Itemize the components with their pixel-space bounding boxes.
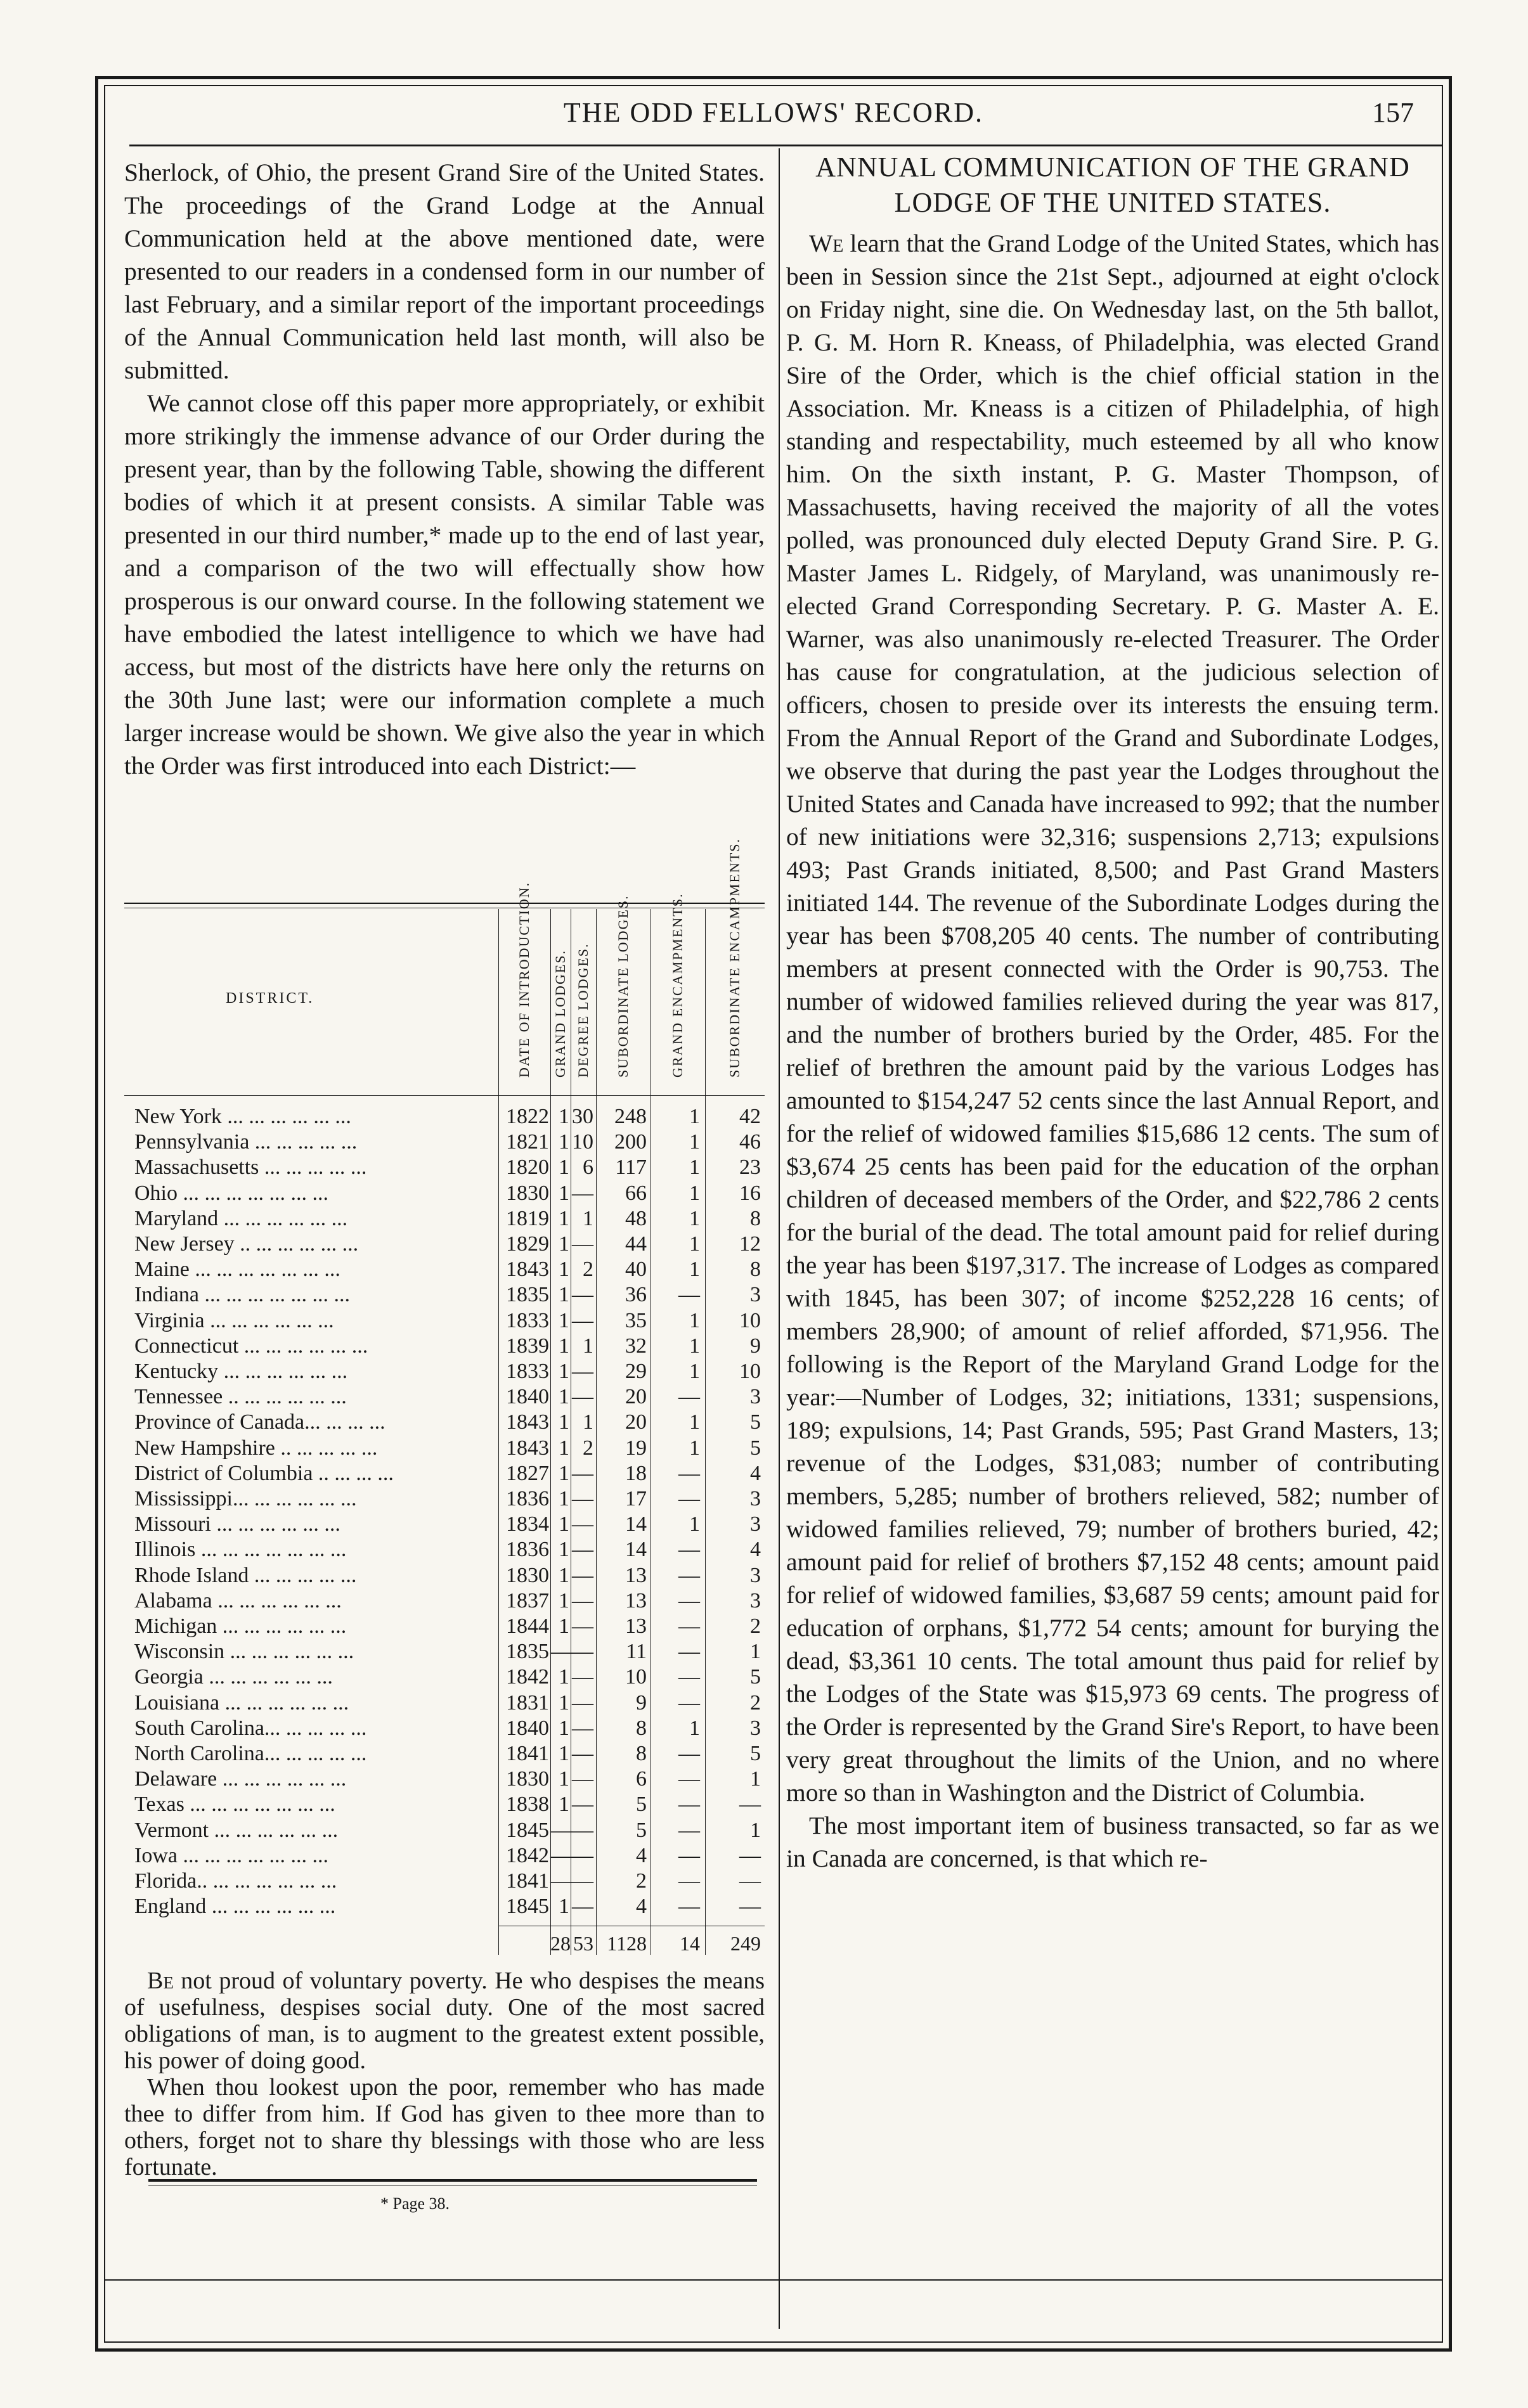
cell-grand-encampments: 1 <box>689 1334 700 1358</box>
cell-grand-encampments: 1 <box>689 1436 700 1460</box>
table-row <box>124 1639 765 1664</box>
cell-degree-lodges: — <box>572 1385 593 1409</box>
cell-degree-lodges: 6 <box>583 1156 593 1180</box>
cell-grand-lodges: 1 <box>559 1690 569 1715</box>
cell-subordinate-lodges: 19 <box>625 1436 647 1460</box>
cell-district: South Carolina... ... ... ... ... <box>134 1716 367 1740</box>
cell-grand-lodges: 1 <box>559 1105 569 1128</box>
cell-subordinate-lodges: 200 <box>614 1130 647 1154</box>
table-top-rule <box>124 903 765 904</box>
maxim-paragraph-2: When thou lookest upon the poor, remember who has made thee to differ from him. If God has given to thee more than to others, forget not to share thy blessings with those who are less fortunate. <box>124 2074 765 2180</box>
cell-grand-encampments: — <box>678 1487 700 1510</box>
table-row <box>124 1792 765 1817</box>
left-paragraph-1: Sherlock, of Ohio, the present Grand Sire of the United States. The proceedings of the Grand Lodge at the Annual Communication held at the above mentioned date, were presented to our readers in a condensed form in our number of last February, and a similar report of the important proceedings of the Annual Communication held last month, will also be submitted. <box>124 158 765 384</box>
cell-degree-lodges: — <box>572 1742 593 1765</box>
cell-subordinate-encampments: 12 <box>739 1232 761 1256</box>
table-row <box>124 1384 765 1409</box>
left-paragraph-2: We cannot close off this paper more appropriately, or exhibit more strikingly the immense advance of our Order during the present year, than by the following Table, showing the different bodies of which it at present consists. A similar Table was presented in our third number,* made up to the end of last year, and a comparison of the two will effectually show how prosperous is our onward course. In the following statement we have embodied the latest intelligence to which we have had access, but most of the districts have here only the returns on the 30th June last; were our information complete a much larger increase would be shown. We give also the year in which the Order was first introduced into each District:— <box>124 389 765 780</box>
table-row <box>124 1716 765 1741</box>
cell-grand-lodges: 1 <box>559 1742 569 1765</box>
cell-subordinate-lodges: 20 <box>625 1385 647 1409</box>
page-bottom-rule <box>104 2279 1443 2281</box>
cell-date: 1827 <box>506 1461 549 1485</box>
cell-grand-lodges: 1 <box>559 1767 569 1791</box>
cell-degree-lodges: — <box>572 1588 593 1613</box>
cell-degree-lodges: — <box>572 1181 593 1205</box>
cell-district: Ohio ... ... ... ... ... ... ... <box>134 1181 328 1205</box>
total-subordinate-lodges: 1128 <box>607 1932 647 1955</box>
cell-district: Alabama ... ... ... ... ... ... <box>134 1588 342 1613</box>
cell-date: 1830 <box>506 1181 549 1205</box>
cell-grand-encampments: — <box>678 1538 700 1562</box>
cell-date: 1845 <box>506 1895 549 1919</box>
cell-subordinate-lodges: 20 <box>625 1410 647 1434</box>
cell-degree-lodges: — <box>572 1232 593 1256</box>
cell-date: 1838 <box>506 1793 549 1817</box>
cell-subordinate-lodges: 44 <box>625 1232 647 1256</box>
article-heading <box>786 150 1439 221</box>
districts-table <box>124 837 765 1959</box>
cell-date: 1837 <box>506 1588 549 1613</box>
cell-subordinate-encampments: — <box>739 1843 761 1867</box>
table-row <box>124 1334 765 1358</box>
cell-subordinate-encampments: 3 <box>750 1512 761 1536</box>
cell-date: 1841 <box>506 1869 549 1893</box>
table-row <box>124 1104 765 1129</box>
cell-grand-encampments: 1 <box>689 1130 700 1154</box>
district-column-header: DISTRICT. <box>226 990 314 1007</box>
cell-subordinate-lodges: 40 <box>625 1258 647 1282</box>
cell-grand-encampments: — <box>678 1665 700 1689</box>
cell-subordinate-encampments: 3 <box>750 1563 761 1587</box>
cell-degree-lodges: — <box>572 1793 593 1817</box>
cell-date: 1834 <box>506 1512 549 1536</box>
table-row <box>124 1206 765 1231</box>
cell-district: Delaware ... ... ... ... ... ... <box>134 1767 347 1791</box>
cell-subordinate-lodges: 9 <box>636 1690 647 1715</box>
cell-degree-lodges: — <box>572 1690 593 1715</box>
header-subordinate-encampments: SUBORDINATE ENCAMPMENTS. <box>727 837 742 1078</box>
cell-grand-lodges: — <box>550 1818 572 1842</box>
table-row <box>124 1257 765 1282</box>
cell-subordinate-encampments: 1 <box>750 1767 761 1791</box>
cell-subordinate-lodges: 14 <box>625 1512 647 1536</box>
cell-grand-lodges: 1 <box>559 1181 569 1205</box>
cell-grand-lodges: 1 <box>559 1410 569 1434</box>
table-row <box>124 1181 765 1206</box>
cell-grand-encampments: — <box>678 1843 700 1867</box>
table-row <box>124 1486 765 1511</box>
cell-grand-encampments: 1 <box>689 1206 700 1230</box>
cell-grand-lodges: 1 <box>559 1232 569 1256</box>
cell-grand-encampments: — <box>678 1818 700 1842</box>
cell-subordinate-lodges: 66 <box>625 1181 647 1205</box>
right-column <box>786 150 1439 1875</box>
table-row <box>124 1436 765 1460</box>
table-row <box>124 1690 765 1715</box>
cell-grand-encampments: 1 <box>689 1258 700 1282</box>
cell-date: 1844 <box>506 1614 549 1638</box>
cell-degree-lodges: — <box>572 1360 593 1383</box>
cell-subordinate-lodges: 4 <box>636 1895 647 1919</box>
cell-subordinate-encampments: 3 <box>750 1588 761 1613</box>
cell-grand-encampments: — <box>678 1793 700 1817</box>
cell-subordinate-lodges: 17 <box>625 1487 647 1510</box>
cell-date: 1842 <box>506 1665 549 1689</box>
cell-district: Tennessee .. ... ... ... ... ... <box>134 1385 347 1409</box>
cell-district: Iowa ... ... ... ... ... ... ... <box>134 1843 328 1867</box>
cell-degree-lodges: 2 <box>583 1258 593 1282</box>
cell-subordinate-lodges: 6 <box>636 1767 647 1791</box>
cell-grand-lodges: 1 <box>559 1283 569 1307</box>
cell-grand-lodges: 1 <box>559 1716 569 1740</box>
cell-grand-encampments: — <box>678 1461 700 1485</box>
cell-degree-lodges: — <box>572 1308 593 1332</box>
cell-district: Vermont ... ... ... ... ... ... <box>134 1818 339 1842</box>
maxims-block <box>124 1967 765 2180</box>
cell-district: North Carolina... ... ... ... ... <box>134 1742 367 1765</box>
header-grand-lodges: GRAND LODGES. <box>552 950 568 1078</box>
right-paragraph-2: The most important item of business transacted, so far as we in Canada are concerned, is that which re- <box>786 1812 1439 1872</box>
cell-subordinate-encampments: 8 <box>750 1258 761 1282</box>
cell-district: New York ... ... ... ... ... ... <box>134 1105 351 1128</box>
cell-grand-encampments: 1 <box>689 1105 700 1128</box>
cell-grand-lodges: 1 <box>559 1308 569 1332</box>
cell-subordinate-lodges: 35 <box>625 1308 647 1332</box>
cell-subordinate-encampments: — <box>739 1869 761 1893</box>
cell-degree-lodges: — <box>572 1818 593 1842</box>
cell-date: 1833 <box>506 1360 549 1383</box>
cell-subordinate-encampments: 2 <box>750 1690 761 1715</box>
cell-degree-lodges: — <box>572 1538 593 1562</box>
footnote: * Page 38. <box>380 2194 450 2213</box>
table-row <box>124 1410 765 1434</box>
cell-grand-encampments: — <box>678 1742 700 1765</box>
table-row <box>124 1537 765 1562</box>
table-row <box>124 1563 765 1588</box>
article-heading-line-1: ANNUAL COMMUNICATION OF THE GRAND <box>815 151 1410 183</box>
table-row <box>124 1869 765 1893</box>
cell-degree-lodges: — <box>572 1895 593 1919</box>
cell-subordinate-lodges: 8 <box>636 1716 647 1740</box>
cell-district: Province of Canada... ... ... ... <box>134 1410 385 1434</box>
cell-grand-encampments: — <box>678 1895 700 1919</box>
cell-degree-lodges: — <box>572 1665 593 1689</box>
table-row <box>124 1155 765 1180</box>
cell-date: 1822 <box>506 1105 549 1128</box>
cell-grand-lodges: — <box>550 1640 572 1664</box>
cell-grand-encampments: 1 <box>689 1716 700 1740</box>
cell-grand-lodges: 1 <box>559 1512 569 1536</box>
cell-district: Michigan ... ... ... ... ... ... <box>134 1614 347 1638</box>
cell-subordinate-encampments: 46 <box>739 1130 761 1154</box>
cell-grand-lodges: — <box>550 1869 572 1893</box>
cell-date: 1819 <box>506 1206 549 1230</box>
table-row <box>124 1282 765 1307</box>
cell-grand-lodges: 1 <box>559 1461 569 1485</box>
cell-subordinate-encampments: 9 <box>750 1334 761 1358</box>
cell-degree-lodges: — <box>572 1843 593 1867</box>
cell-subordinate-encampments: 5 <box>750 1410 761 1434</box>
cell-grand-encampments: 1 <box>689 1232 700 1256</box>
running-title: THE ODD FELLOWS' RECORD. <box>563 97 984 128</box>
cell-date: 1820 <box>506 1156 549 1180</box>
cell-district: New Hampshire .. ... ... ... ... <box>134 1436 378 1460</box>
cell-grand-lodges: 1 <box>559 1436 569 1460</box>
cell-date: 1840 <box>506 1385 549 1409</box>
cell-district: Rhode Island ... ... ... ... ... <box>134 1563 357 1587</box>
table-row <box>124 1767 765 1791</box>
cell-district: Missouri ... ... ... ... ... ... <box>134 1512 340 1536</box>
cell-date: 1840 <box>506 1716 549 1740</box>
cell-grand-lodges: 1 <box>559 1614 569 1638</box>
cell-subordinate-encampments: 5 <box>750 1742 761 1765</box>
cell-degree-lodges: 30 <box>572 1105 593 1128</box>
table-row <box>124 1232 765 1256</box>
cell-subordinate-lodges: 13 <box>625 1563 647 1587</box>
cell-date: 1830 <box>506 1563 549 1587</box>
cell-district: District of Columbia .. ... ... ... <box>134 1461 394 1485</box>
cell-degree-lodges: — <box>572 1487 593 1510</box>
cell-subordinate-encampments: 3 <box>750 1716 761 1740</box>
table-row <box>124 1512 765 1536</box>
total-grand-encampments: 14 <box>680 1932 700 1955</box>
cell-district: Mississippi... ... ... ... ... ... <box>134 1487 357 1510</box>
cell-degree-lodges: — <box>572 1563 593 1587</box>
right-paragraph-1-text: learn that the Grand Lodge of the United States, which has been in Session since the 21st Sept., adjourned at eight o'clock on Friday night, sine die. On Wednesday last, on the 5th ballot, P. G. M. Horn R. Kneass, of Philadelphia, was elected Grand Sire of the Order, which is the chief official station in the Association. Mr. Kneass is a citizen of Philadelphia, of high standing and respectability, much esteemed by all who know him. On the sixth instant, P. G. Master Thompson, of Massachusetts, having received the majority of all the votes polled, was pronounced duly elected Deputy Grand Sire. P. G. Master James L. Ridgely, of Maryland, was unanimously re-elected Grand Corresponding Secretary. P. G. Master A. E. Warner, was also unanimously re-elected Treasurer. The Order has cause for congratulation, at the judicious selection of officers, chosen to preside over its interests the ensuing term. From the Annual Report of the Grand and Subordinate Lodges, we observe that during the past year the Lodges throughout the United States and Canada have increased to 992; that the number of new initiations were 32,316; suspensions 2,713; expulsions 493; Past Grands initiated, 8,500; and Past Grand Masters initiated 144. The revenue of the Subordinate Lodges during the year has been $708,205 40 cents. The number of contributing members at present connected with the Order is 90,753. The number of widowed families relieved during the year was 817, and the number of brothers buried by the Order, 485. For the relief of brethren the amount paid by the various Lodges has amounted to $154,247 52 cents since the last Annual Report, and for the relief of widowed families $15,686 12 cents. The sum of $3,674 25 cents has been paid for the education of the orphan children of deceased members of the Order, and $22,786 2 cents for the burial of the dead. The total amount paid for relief during the year has been $197,317. The increase of Lodges as compared with 1845, has been 307; of income $252,228 16 cents; of members 28,900; of amount of relief afforded, $71,956. The following is the Report of the Maryland Grand Lodge for the year:—Number of Lodges, 32; initiations, 1331; suspensions, 189; expulsions, 14; Past Grands, 595; Past Grand Masters, 13; revenue of the Lodges, $31,083; number of contributing members, 5,285; number of brothers relieved, 582; number of widowed families relieved, 79; number of brothers buried, 42; amount paid for relief of brothers $7,152 48 cents; amount paid for relief of widowed families, $3,687 59 cents; amount paid for education of orphans, $1,772 54 cents; amount for burying the dead, $3,361 10 cents. The total amount thus paid for relief by the Lodges of the State was $15,973 69 cents. The progress of the Order is represented by the Grand Sire's Report, to have been very great throughout the limits of the Union, and no where more so than in Washington and the District of Columbia. <box>786 229 1439 1806</box>
maxim-text-1: not proud of voluntary poverty. He who despises the means of usefulness, despises social duty. One of the most sacred obligations of man, is to augment to the greatest extent possible, his power of doing good. <box>124 1967 765 2074</box>
header-degree-lodges: DEGREE LODGES. <box>575 943 591 1078</box>
header-date-of-introduction: DATE OF INTRODUCTION. <box>516 881 532 1078</box>
cell-subordinate-lodges: 8 <box>636 1742 647 1765</box>
cell-grand-lodges: 1 <box>559 1487 569 1510</box>
cell-grand-encampments: — <box>678 1640 700 1664</box>
cell-subordinate-encampments: 5 <box>750 1436 761 1460</box>
cell-grand-lodges: 1 <box>559 1156 569 1180</box>
maxim-paragraph-1 <box>124 1967 765 2074</box>
table-row <box>124 1614 765 1639</box>
total-degree-lodges: 53 <box>573 1932 593 1955</box>
cell-grand-encampments: 1 <box>689 1410 700 1434</box>
cell-date: 1833 <box>506 1308 549 1332</box>
column-divider <box>779 148 780 2329</box>
table-row <box>124 1741 765 1766</box>
cell-degree-lodges: — <box>572 1512 593 1536</box>
cell-degree-lodges: 10 <box>572 1130 593 1154</box>
cell-district: Maryland ... ... ... ... ... ... <box>134 1206 348 1230</box>
cell-district: New Jersey .. ... ... ... ... ... <box>134 1232 359 1256</box>
cell-subordinate-encampments: 10 <box>739 1308 761 1332</box>
cell-subordinate-encampments: — <box>739 1895 761 1919</box>
cell-date: 1836 <box>506 1487 549 1510</box>
table-row <box>124 1359 765 1384</box>
cell-subordinate-lodges: 32 <box>625 1334 647 1358</box>
cell-grand-lodges: 1 <box>559 1563 569 1587</box>
table-row <box>124 1894 765 1919</box>
cell-degree-lodges: 2 <box>583 1436 593 1460</box>
header-subordinate-lodges: SUBORDINATE LODGES. <box>615 894 631 1078</box>
cell-date: 1835 <box>506 1283 549 1307</box>
cell-district: Pennsylvania ... ... ... ... ... <box>134 1130 358 1154</box>
cell-date: 1821 <box>506 1130 549 1154</box>
table-row <box>124 1461 765 1486</box>
cell-subordinate-encampments: 42 <box>739 1105 761 1128</box>
cell-degree-lodges: 1 <box>583 1206 593 1230</box>
cell-degree-lodges: — <box>572 1283 593 1307</box>
cell-district: Wisconsin ... ... ... ... ... ... <box>134 1640 354 1664</box>
table-row <box>124 1308 765 1333</box>
cell-date: 1830 <box>506 1767 549 1791</box>
cell-district: Maine ... ... ... ... ... ... ... <box>134 1258 340 1282</box>
cell-grand-lodges: 1 <box>559 1360 569 1383</box>
cell-district: Georgia ... ... ... ... ... ... <box>134 1665 333 1689</box>
left-column <box>124 156 765 782</box>
cell-grand-encampments: — <box>678 1283 700 1307</box>
cell-district: Louisiana ... ... ... ... ... ... <box>134 1690 349 1715</box>
cell-subordinate-lodges: 11 <box>626 1640 647 1664</box>
total-grand-lodges: 28 <box>550 1932 571 1955</box>
cell-date: 1841 <box>506 1742 549 1765</box>
cell-subordinate-lodges: 248 <box>614 1105 647 1128</box>
cell-date: 1831 <box>506 1690 549 1715</box>
cell-date: 1836 <box>506 1538 549 1562</box>
cell-grand-lodges: 1 <box>559 1130 569 1154</box>
cell-grand-encampments: 1 <box>689 1308 700 1332</box>
cell-degree-lodges: — <box>572 1767 593 1791</box>
cell-district: Indiana ... ... ... ... ... ... ... <box>134 1283 350 1307</box>
cell-district: Connecticut ... ... ... ... ... ... <box>134 1334 368 1358</box>
cell-district: Kentucky ... ... ... ... ... ... <box>134 1360 348 1383</box>
cell-district: England ... ... ... ... ... ... <box>134 1895 336 1919</box>
cell-subordinate-encampments: 4 <box>750 1461 761 1485</box>
cell-subordinate-encampments: 16 <box>739 1181 761 1205</box>
footnote-rule <box>148 2179 757 2182</box>
table-row <box>124 1843 765 1868</box>
cell-degree-lodges: — <box>572 1869 593 1893</box>
cell-subordinate-encampments: 2 <box>750 1614 761 1638</box>
cell-grand-lodges: 1 <box>559 1334 569 1358</box>
cell-subordinate-encampments: 3 <box>750 1283 761 1307</box>
cell-date: 1843 <box>506 1436 549 1460</box>
cell-subordinate-lodges: 36 <box>625 1283 647 1307</box>
cell-subordinate-lodges: 14 <box>625 1538 647 1562</box>
cell-degree-lodges: — <box>572 1461 593 1485</box>
cell-subordinate-lodges: 4 <box>636 1843 647 1867</box>
cell-subordinate-lodges: 10 <box>625 1665 647 1689</box>
cell-grand-encampments: 1 <box>689 1512 700 1536</box>
article-lead-word: We <box>809 229 844 257</box>
cell-degree-lodges: — <box>572 1716 593 1740</box>
cell-subordinate-encampments: 5 <box>750 1665 761 1689</box>
cell-date: 1839 <box>506 1334 549 1358</box>
totals-row <box>124 1931 765 1956</box>
cell-grand-encampments: — <box>678 1614 700 1638</box>
maxim-lead-word: Be <box>147 1967 174 1994</box>
table-row <box>124 1588 765 1613</box>
cell-grand-lodges: 1 <box>559 1206 569 1230</box>
cell-date: 1845 <box>506 1818 549 1842</box>
cell-district: Virginia ... ... ... ... ... ... <box>134 1308 334 1332</box>
cell-grand-encampments: — <box>678 1385 700 1409</box>
cell-degree-lodges: 1 <box>583 1410 593 1434</box>
cell-grand-lodges: 1 <box>559 1588 569 1613</box>
cell-subordinate-lodges: 18 <box>625 1461 647 1485</box>
cell-subordinate-encampments: 1 <box>750 1640 761 1664</box>
cell-subordinate-encampments: 10 <box>739 1360 761 1383</box>
cell-subordinate-lodges: 2 <box>636 1869 647 1893</box>
cell-grand-encampments: 1 <box>689 1156 700 1180</box>
header-grand-encampments: GRAND ENCAMPMENTS. <box>670 892 685 1078</box>
cell-degree-lodges: — <box>572 1614 593 1638</box>
cell-degree-lodges: — <box>572 1640 593 1664</box>
cell-date: 1835 <box>506 1640 549 1664</box>
cell-subordinate-encampments: 4 <box>750 1538 761 1562</box>
table-row <box>124 1818 765 1843</box>
cell-subordinate-lodges: 13 <box>625 1614 647 1638</box>
cell-subordinate-lodges: 5 <box>636 1793 647 1817</box>
cell-grand-encampments: — <box>678 1563 700 1587</box>
cell-subordinate-encampments: 23 <box>739 1156 761 1180</box>
cell-subordinate-encampments: — <box>739 1793 761 1817</box>
cell-grand-encampments: 1 <box>689 1181 700 1205</box>
cell-grand-encampments: — <box>678 1588 700 1613</box>
article-heading-line-2: LODGE OF THE UNITED STATES. <box>894 187 1331 218</box>
cell-date: 1843 <box>506 1258 549 1282</box>
cell-grand-lodges: 1 <box>559 1895 569 1919</box>
cell-date: 1843 <box>506 1410 549 1434</box>
page-header <box>108 89 1439 147</box>
cell-grand-lodges: 1 <box>559 1385 569 1409</box>
cell-grand-lodges: 1 <box>559 1793 569 1817</box>
cell-subordinate-encampments: 1 <box>750 1818 761 1842</box>
cell-grand-encampments: 1 <box>689 1360 700 1383</box>
cell-subordinate-encampments: 8 <box>750 1206 761 1230</box>
cell-subordinate-lodges: 117 <box>615 1156 647 1180</box>
cell-district: Massachusetts ... ... ... ... ... <box>134 1156 367 1180</box>
table-row <box>124 1664 765 1689</box>
cell-grand-lodges: 1 <box>559 1665 569 1689</box>
cell-date: 1829 <box>506 1232 549 1256</box>
table-row <box>124 1130 765 1154</box>
cell-grand-encampments: — <box>678 1767 700 1791</box>
cell-degree-lodges: 1 <box>583 1334 593 1358</box>
cell-subordinate-lodges: 5 <box>636 1818 647 1842</box>
cell-subordinate-lodges: 48 <box>625 1206 647 1230</box>
cell-subordinate-lodges: 29 <box>625 1360 647 1383</box>
cell-subordinate-encampments: 3 <box>750 1487 761 1510</box>
page-number: 157 <box>1372 97 1414 128</box>
right-paragraph-1 <box>786 227 1439 1809</box>
cell-date: 1842 <box>506 1843 549 1867</box>
cell-subordinate-encampments: 3 <box>750 1385 761 1409</box>
total-subordinate-encampments: 249 <box>730 1932 761 1955</box>
cell-grand-lodges: 1 <box>559 1258 569 1282</box>
cell-grand-lodges: 1 <box>559 1538 569 1562</box>
header-rule <box>129 145 1443 146</box>
cell-grand-lodges: — <box>550 1843 572 1867</box>
cell-district: Illinois ... ... ... ... ... ... ... <box>134 1538 347 1562</box>
cell-grand-encampments: — <box>678 1869 700 1893</box>
cell-district: Florida.. ... ... ... ... ... ... <box>134 1869 337 1893</box>
cell-subordinate-lodges: 13 <box>625 1588 647 1613</box>
cell-grand-encampments: — <box>678 1690 700 1715</box>
table-header-rule <box>124 1095 765 1096</box>
cell-district: Texas ... ... ... ... ... ... ... <box>134 1793 335 1817</box>
